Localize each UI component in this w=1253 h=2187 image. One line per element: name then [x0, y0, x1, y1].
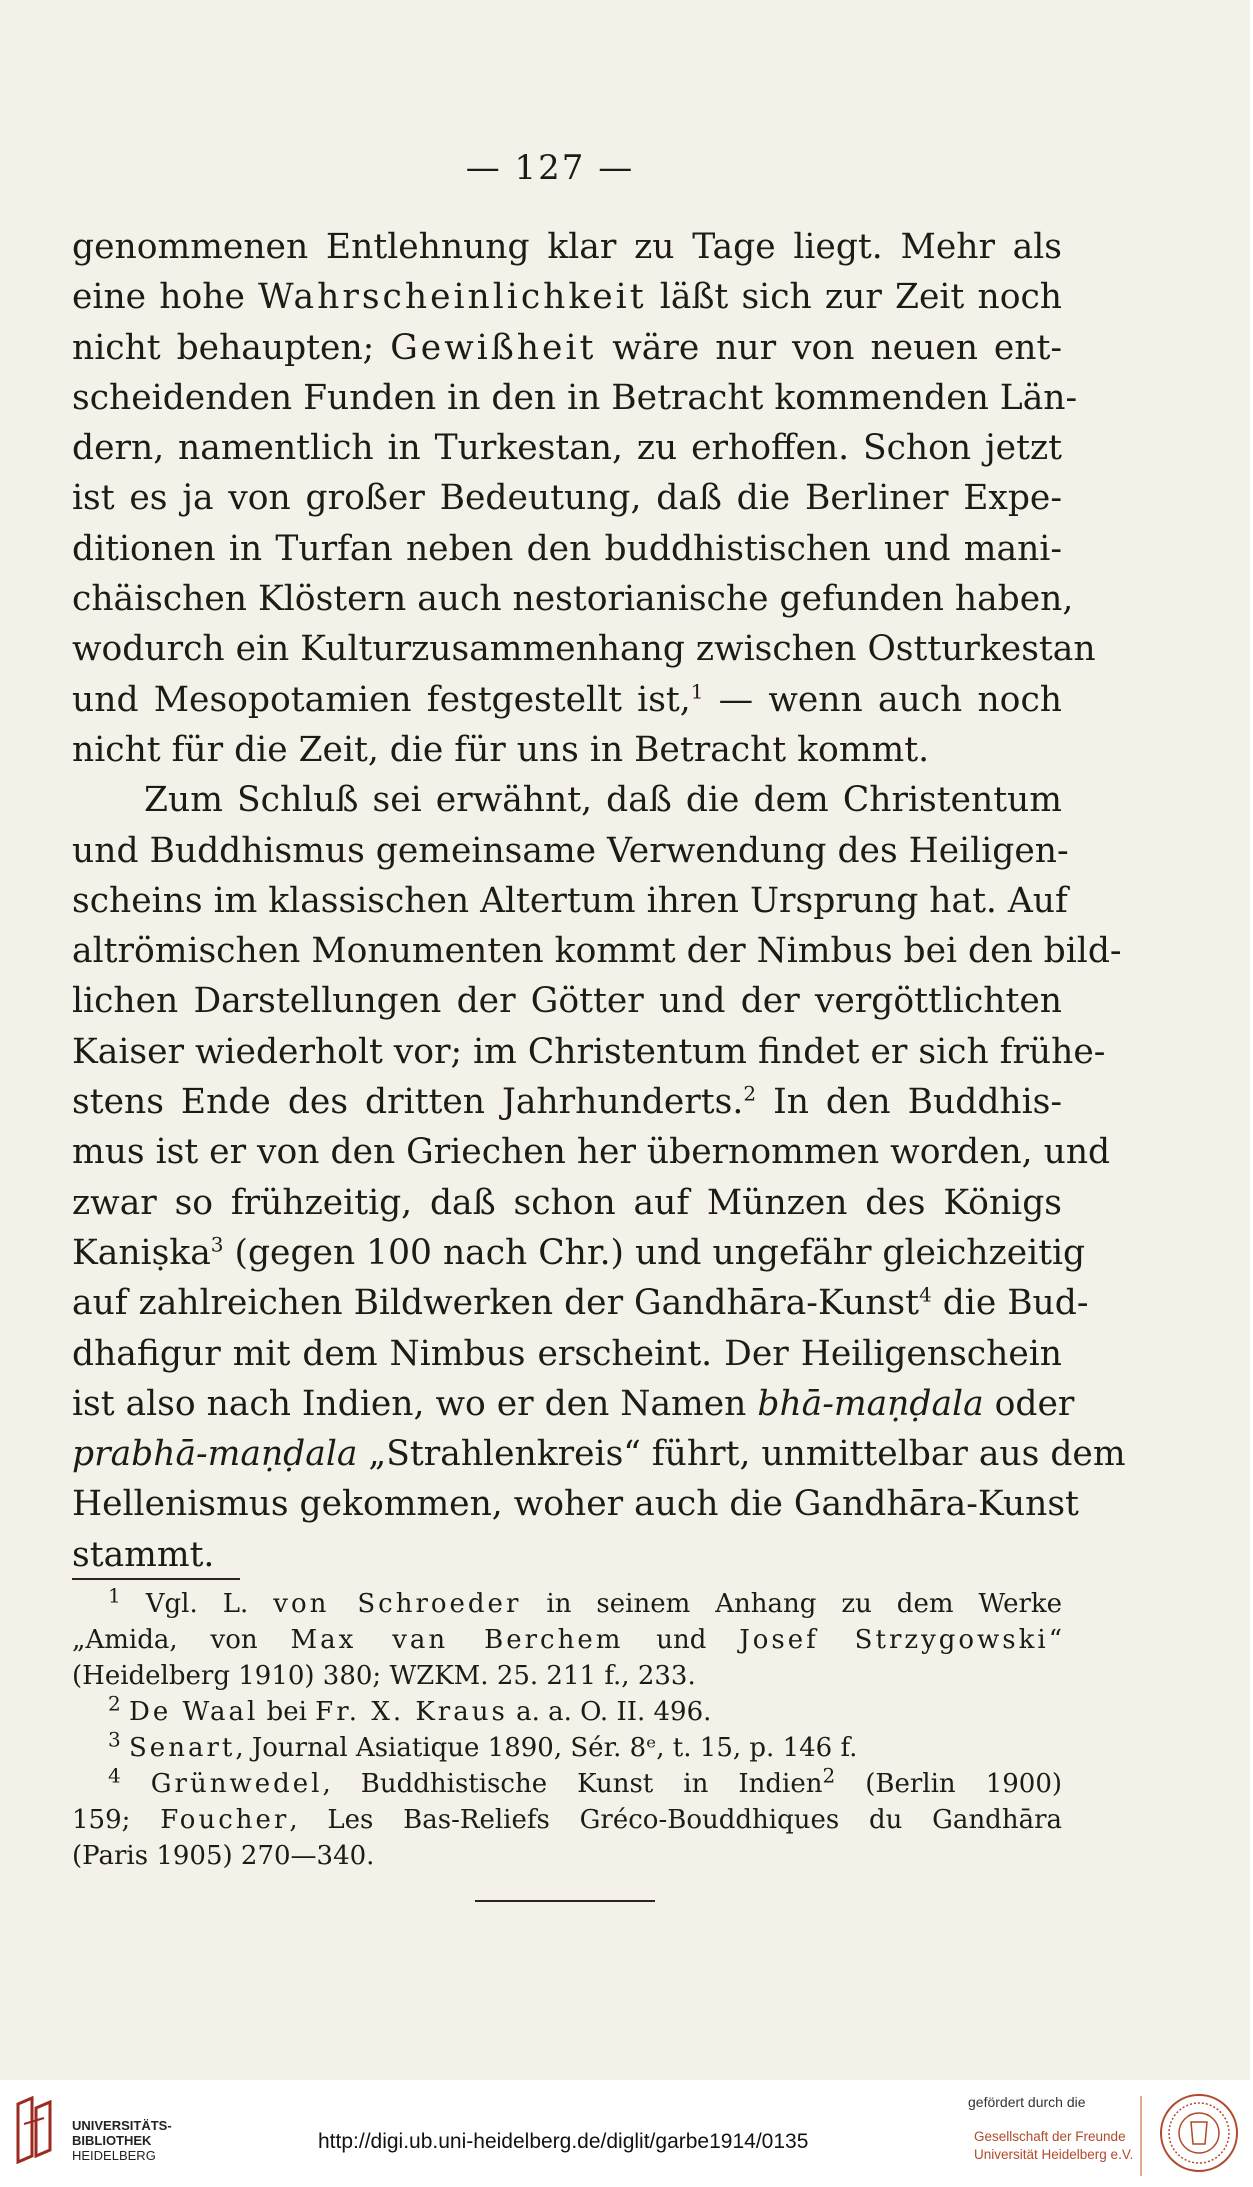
emphasis-spaced: Foucher — [160, 1805, 290, 1835]
text-run: wäre nur von neuen ent- — [612, 327, 1063, 368]
footnote-ref: 3 — [210, 1232, 224, 1257]
footnote-separator — [72, 1578, 240, 1580]
text-line — [72, 1228, 1086, 1278]
text-line: stammt. — [72, 1534, 215, 1575]
footnote-ref: 4 — [919, 1282, 932, 1307]
text-line — [72, 1429, 1126, 1479]
footnote-ref: 2 — [743, 1081, 757, 1106]
emphasis-spaced: Grünwedel — [150, 1769, 323, 1799]
footnote-line — [72, 1583, 1063, 1622]
footer-bar — [0, 2080, 1253, 2187]
text-run: “ — [1048, 1625, 1063, 1655]
text-run: läßt sich zur Zeit noch — [659, 277, 1063, 318]
text-line — [72, 1278, 1089, 1328]
footnote-ref: 1 — [690, 679, 704, 704]
text-run: — wenn auch noch — [718, 679, 1062, 720]
text-run: „Strahlenkreis“ führt, unmittelbar aus dem — [368, 1434, 1126, 1475]
emphasis-spaced: von Schroeder — [273, 1589, 522, 1619]
footnote-line — [72, 1622, 1062, 1658]
text-run: nicht behaupten; — [72, 327, 375, 368]
text-line — [72, 1379, 1075, 1429]
library-line: HEIDELBERG — [72, 2148, 156, 2163]
footnote-number: 3 — [108, 1727, 121, 1752]
footnote-number: 4 — [108, 1763, 121, 1788]
text-line — [72, 272, 1062, 322]
university-seal-icon — [1158, 2092, 1240, 2174]
footnote-number: 2 — [108, 1691, 121, 1716]
text-line — [72, 1077, 1062, 1127]
footnote-number: 1 — [108, 1583, 121, 1608]
library-line: UNIVERSITÄTS- — [72, 2118, 172, 2133]
sponsor-divider — [1140, 2096, 1142, 2176]
footnote-4 — [72, 1763, 1063, 1874]
text-run: a. a. O. II. 496. — [516, 1697, 712, 1727]
text-run: , Journal Asiatique 1890, Sér. 8ᵉ, t. 15, p. 146 f. — [235, 1733, 858, 1763]
footnote-1 — [72, 1583, 1063, 1694]
emphasis-spaced: Josef Strzygowski — [739, 1625, 1049, 1655]
text-run: Kaniṣka — [72, 1232, 211, 1273]
body-text — [72, 222, 1126, 1580]
text-line: Hellenismus gekommen, woher auch die Gandhāra-Kunst — [72, 1484, 1079, 1525]
text-run: und — [656, 1625, 707, 1655]
text-line: und Buddhismus gemeinsame Verwendung des Heiligen- — [72, 830, 1069, 871]
text-run: ist also nach Indien, wo er den Namen — [72, 1383, 747, 1424]
text-run: (gegen 100 nach Chr.) und ungefähr gleichzeitig — [234, 1232, 1086, 1273]
paragraph-2 — [72, 775, 1126, 1580]
footnote-3 — [72, 1727, 1062, 1766]
text-run: auf zahlreichen Bildwerken der Gandhāra-Kunst — [72, 1283, 919, 1324]
text-run: Vgl. L. — [145, 1589, 249, 1619]
text-line: wodurch ein Kulturzusammenhang zwischen Ostturkestan — [72, 629, 1096, 670]
emphasis-spaced: Senart — [129, 1733, 236, 1763]
library-name — [72, 2118, 172, 2163]
text-run: 159; — [72, 1805, 131, 1835]
text-run: oder — [994, 1383, 1075, 1424]
footnote-line: (Paris 1905) 270—340. — [72, 1841, 375, 1871]
text-run: in seinem Anhang zu dem Werke — [546, 1589, 1063, 1619]
emphasis-spaced: Fr. X. Kraus — [315, 1697, 508, 1727]
text-run: , Les Bas-Reliefs Gréco-Bouddhiques du Gandhāra — [289, 1805, 1063, 1835]
text-line: altrömischen Monumenten kommt der Nimbus bei den bild- — [72, 931, 1122, 972]
text-run: eine hohe — [72, 277, 245, 318]
text-line: ditionen in Turfan neben den buddhistischen und mani- — [72, 528, 1062, 569]
text-run: und Mesopotamien festgestellt ist, — [72, 679, 691, 720]
footnote-2 — [72, 1691, 1062, 1730]
footnote-line — [72, 1763, 1063, 1802]
sponsor-label: gefördert durch die — [968, 2094, 1086, 2110]
footnote-line: (Heidelberg 1910) 380; WZKM. 25. 211 f., 233. — [72, 1661, 696, 1691]
emphasis-spaced: Gewißheit — [390, 327, 597, 368]
emphasis-spaced: Wahrscheinlichkeit — [258, 277, 647, 318]
permalink[interactable]: http://digi.ub.uni-heidelberg.de/diglit/garbe1914/0135 — [318, 2130, 809, 2153]
footnote-line — [72, 1802, 1062, 1838]
text-line — [72, 675, 1062, 725]
page-number: — 127 — — [465, 148, 635, 188]
text-run: bei — [266, 1697, 307, 1727]
footnote-ref: 2 — [822, 1763, 836, 1788]
emphasis-spaced: Max van Berchem — [290, 1625, 624, 1655]
emphasis-spaced: De Waal — [129, 1697, 259, 1727]
text-line: scheidenden Funden in den in Betracht kommenden Län- — [72, 377, 1078, 418]
text-run: stens Ende des dritten Jahrhunderts. — [72, 1082, 744, 1123]
sponsor-name — [974, 2128, 1133, 2164]
text-line: chäischen Klöstern auch nestorianische gefunden haben, — [72, 579, 1074, 620]
text-line: nicht für die Zeit, die für uns in Betracht kommt. — [72, 729, 930, 770]
text-line: lichen Darstellungen der Götter und der vergöttlichten — [72, 981, 1062, 1022]
text-line: Kaiser wiederholt vor; im Christentum findet er sich frühe- — [72, 1031, 1106, 1072]
end-rule — [475, 1900, 655, 1902]
text-run: (Berlin 1900) — [865, 1769, 1063, 1799]
text-line: ist es ja von großer Bedeutung, daß die Berliner Expe- — [72, 478, 1062, 519]
footnote-line — [72, 1727, 1062, 1766]
library-line: BIBLIOTHEK — [72, 2133, 152, 2148]
text-line: scheins im klassischen Altertum ihren Ursprung hat. Auf — [72, 880, 1068, 921]
text-run: „Amida, von — [72, 1625, 258, 1655]
text-line: dhafigur mit dem Nimbus erscheint. Der Heiligenschein — [72, 1333, 1062, 1374]
paragraph-1 — [72, 222, 1096, 775]
footnotes — [72, 1583, 1063, 1874]
sponsor-line: Universität Heidelberg e.V. — [974, 2147, 1134, 2162]
text-line: mus ist er von den Griechen her übernommen worden, und — [72, 1132, 1111, 1173]
text-line: zwar so frühzeitig, daß schon auf Münzen des Königs — [72, 1182, 1062, 1223]
emphasis-italic: prabhā-maṇḍala — [72, 1434, 358, 1475]
sponsor-line: Gesellschaft der Freunde — [974, 2129, 1126, 2144]
emphasis-italic: bhā-maṇḍala — [757, 1383, 984, 1424]
text-run: die Bud- — [942, 1283, 1089, 1324]
footnote-line — [72, 1691, 1062, 1730]
library-logo-icon — [10, 2094, 60, 2164]
text-line: dern, namentlich in Turkestan, zu erhoffen. Schon jetzt — [72, 428, 1062, 469]
text-line: Zum Schluß sei erwähnt, daß die dem Christentum — [144, 780, 1062, 821]
text-run: , Buddhistische Kunst in Indien — [322, 1769, 823, 1799]
text-line — [72, 323, 1062, 373]
text-run: In den Buddhis- — [773, 1082, 1063, 1123]
text-line: genommenen Entlehnung klar zu Tage liegt. Mehr als — [72, 227, 1062, 267]
